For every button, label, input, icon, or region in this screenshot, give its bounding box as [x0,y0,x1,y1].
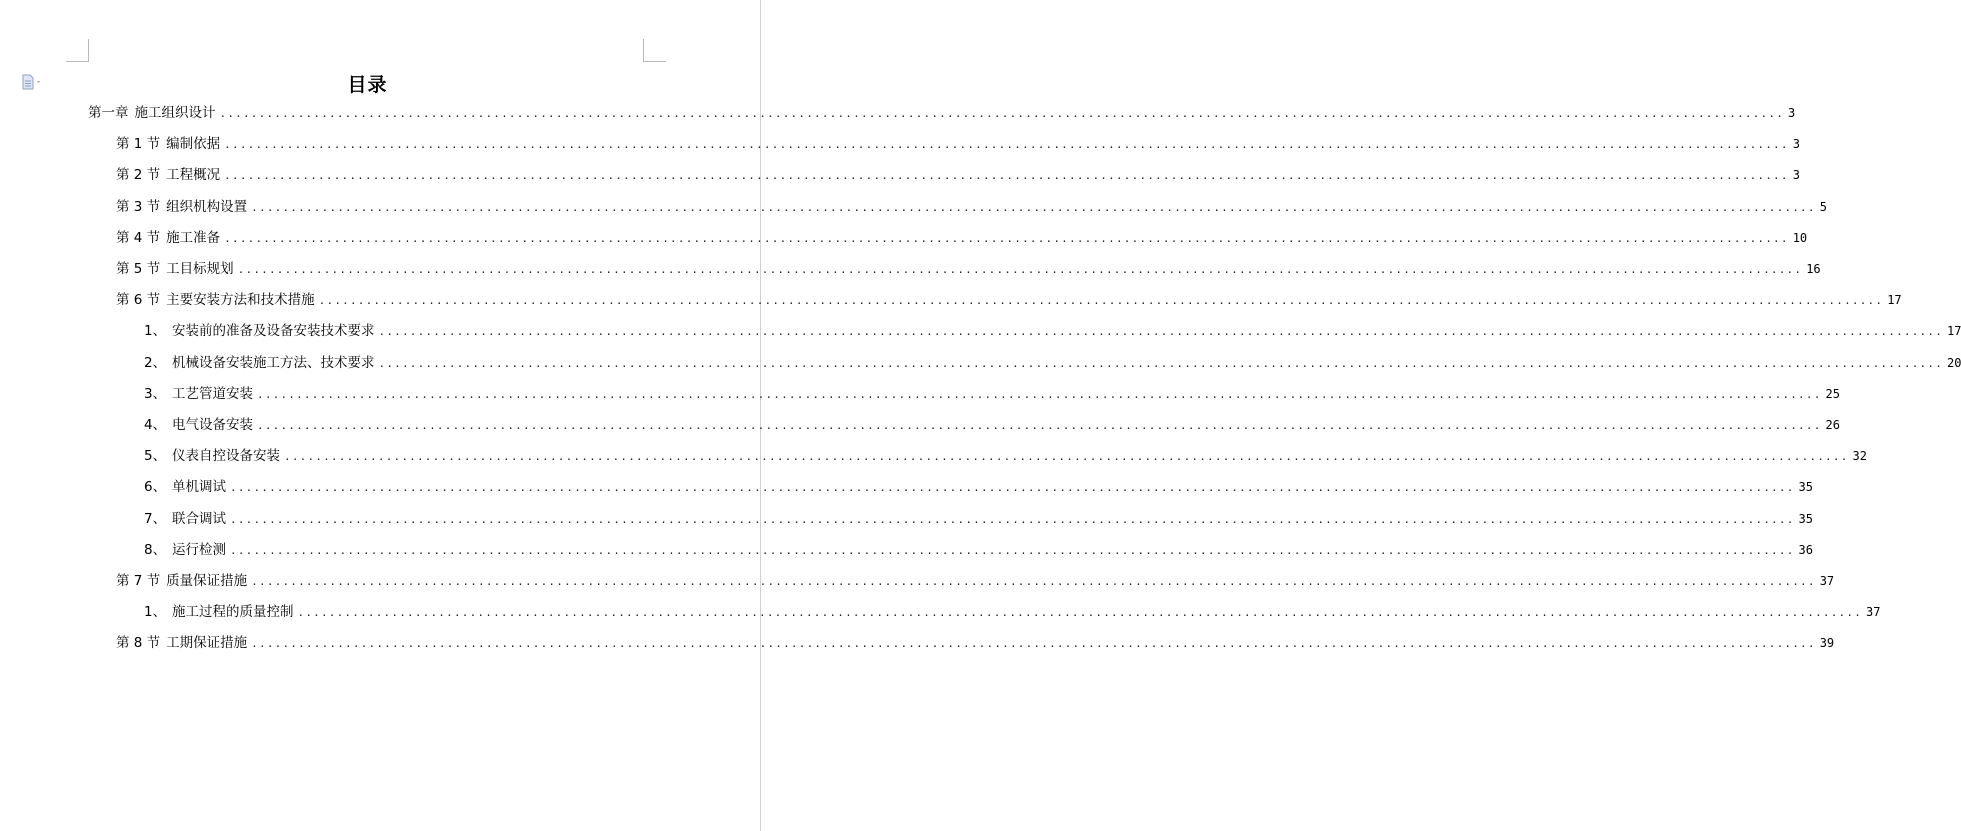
toc-entry[interactable] [144,415,1840,435]
toc-entry[interactable] [116,259,1821,279]
toc-entry-title: 电气设备安装 [172,417,253,433]
toc-entry-title: 机械设备安装施工方法、技术要求 [172,354,375,371]
toc-entry[interactable] [116,228,1808,248]
toc-entry-number: 1、 [144,323,167,340]
toc-entry-title: 仪表自控设备安装 [172,448,280,465]
toc-entry[interactable] [116,165,1800,185]
toc-entry-number: 6、 [144,479,167,496]
toc-entry-page: 25 [1825,386,1840,401]
toc-entry-title: 施工过程的质量控制 [172,604,294,621]
toc-entry-page: 3 [1788,106,1796,120]
toc-entry-page: 35 [1798,480,1813,495]
toc-entry[interactable] [144,509,1813,529]
toc-entry-page: 36 [1798,542,1813,557]
toc-entry-number: 2、 [144,354,167,371]
toc-entry-number: 第 6 节 [116,292,161,309]
toc-entry-number: 第 4 节 [116,229,161,246]
toc-entry[interactable] [116,197,1827,217]
toc-entry-page: 20 [1947,355,1961,370]
toc-entry-page: 39 [1819,636,1835,651]
toc-leader-dots: ........................................................................................................................................................................................................ [297,606,1863,620]
toc-leader-dots: ........................................................................................................................................................................................................ [378,356,1944,370]
toc-entry-title: 编制依据 [166,136,221,153]
toc-leader-dots: ........................................................................................................................................................................................................ [237,263,1803,276]
document-title: 目录 [347,74,388,96]
toc-entry-number: 第 8 节 [116,635,161,652]
toc-entry-number: 3、 [144,385,167,402]
toc-entry-title: 组织机构设置 [166,198,248,215]
toc-entry-number: 第 7 节 [116,573,161,589]
toc-entry-title: 主要安装方法和技术措施 [166,292,315,309]
toc-entry[interactable] [144,353,1961,373]
toc-entry-page: 37 [1866,605,1881,620]
toc-entry[interactable] [144,446,1867,466]
toc-entry-number: 7、 [144,510,167,527]
toc-entry-page: 3 [1792,168,1800,183]
margin-corner-top-left [66,39,89,62]
toc-entry-title: 质量保证措施 [166,573,248,589]
toc-entry[interactable] [88,103,1796,123]
toc-entry-page: 16 [1806,262,1821,276]
toc-entry-number: 1、 [144,604,167,621]
toc-entry[interactable] [144,384,1840,404]
toc-leader-dots: ........................................................................................................................................................................................................ [251,575,1816,588]
toc-entry-page: 3 [1792,137,1800,152]
toc-leader-dots: ........................................................................................................................................................................................................ [224,138,1789,152]
toc-entry-title: 单机调试 [172,479,226,496]
toc-entry-number: 第 1 节 [116,136,161,153]
toc-entry-number: 第一章 [88,105,129,121]
toc-entry[interactable] [116,633,1835,653]
toc-leader-dots: ........................................................................................................................................................................................................ [219,107,1785,120]
toc-entry-page: 32 [1852,449,1867,464]
toc-leader-dots: ........................................................................................................................................................................................................ [224,231,1789,245]
toc-entry-number: 5、 [144,448,167,465]
toc-entry-number: 8、 [144,541,167,558]
toc-entry[interactable] [144,477,1813,497]
toc-leader-dots: ........................................................................................................................................................................................................ [257,419,1822,432]
toc-entry-page: 26 [1825,418,1840,432]
toc-entry-page: 10 [1792,230,1808,245]
toc-entry[interactable] [116,571,1835,591]
toc-leader-dots: ........................................................................................................................................................................................................ [284,450,1849,464]
toc-leader-dots: ........................................................................................................................................................................................................ [230,543,1795,557]
toc-entry-title: 工目标规划 [166,261,234,277]
toc-entry-title: 施工组织设计 [134,105,216,121]
toc-entry[interactable] [116,134,1800,154]
toc-leader-dots: ........................................................................................................................................................................................................ [251,637,1816,651]
toc-entry-title: 联合调试 [172,510,226,527]
toc-entry[interactable] [144,540,1813,560]
toc-entry-number: 4、 [144,417,167,433]
toc-entry-title: 施工准备 [166,229,221,246]
toc-entry[interactable] [144,321,1961,341]
toc-entry-title: 安装前的准备及设备安装技术要求 [172,323,375,340]
toc-leader-dots: ........................................................................................................................................................................................................ [257,387,1822,401]
toc-leader-dots: ........................................................................................................................................................................................................ [224,169,1789,183]
toc-entry-page: 37 [1819,574,1835,588]
toc-entry-title: 运行检测 [172,541,226,558]
toc-leader-dots: ........................................................................................................................................................................................................ [318,294,1884,308]
toc-entry-title: 工艺管道安装 [172,385,253,402]
toc-leader-dots: ........................................................................................................................................................................................................ [378,325,1944,339]
toc-entry-title: 工程概况 [166,167,221,184]
toc-entry-title: 工期保证措施 [166,635,248,652]
toc-leader-dots: ........................................................................................................................................................................................................ [230,512,1795,526]
toc-entry-number: 第 3 节 [116,198,161,215]
toc-leader-dots: ........................................................................................................................................................................................................ [251,200,1816,214]
toc-entry-page: 17 [1887,293,1902,308]
toc-entry[interactable] [144,602,1881,622]
toc-entry-number: 第 2 节 [116,167,161,184]
toc-entry-page: 35 [1798,511,1813,526]
toc-entry[interactable] [116,290,1902,310]
toc-entry-number: 第 5 节 [116,261,161,277]
toc-entry-page: 17 [1947,324,1961,339]
toc-leader-dots: ........................................................................................................................................................................................................ [230,481,1795,495]
toc-entry-page: 5 [1819,199,1827,214]
margin-corner-top-right [643,39,666,62]
